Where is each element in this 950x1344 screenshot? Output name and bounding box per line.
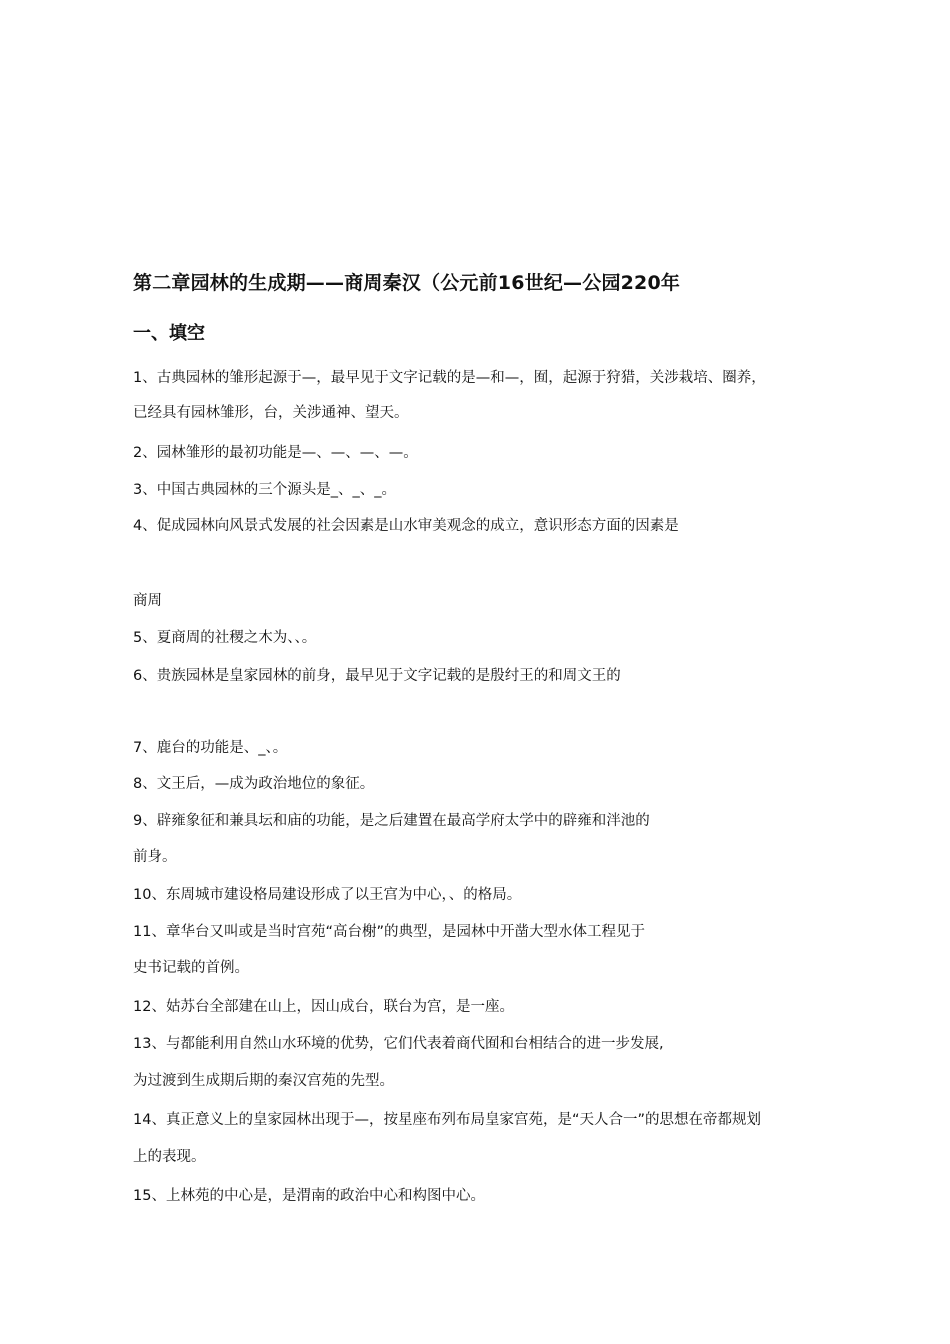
question-5: 5、夏商周的社稷之木为、、。 xyxy=(133,630,317,646)
question-9-line-1: 9、辟雍象征和兼具坛和庙的功能，是之后建置在最高学府太学中的辟雍和泮池的 xyxy=(133,813,650,829)
section-heading: 一、填空 xyxy=(133,323,205,344)
question-10: 10、东周城市建设格局建设形成了以王宫为中心，、的格局。 xyxy=(133,887,522,903)
question-3: 3、中国古典园林的三个源头是_、_、_。 xyxy=(133,482,396,498)
question-14-line-2: 上的表现。 xyxy=(133,1149,206,1165)
question-2: 2、园林雏形的最初功能是—、—、—、—。 xyxy=(133,445,418,461)
question-11-line-2: 史书记载的首例。 xyxy=(133,960,249,976)
question-6: 6、贵族园林是皇家园林的前身，最早见于文字记载的是殷纣王的和周文王的 xyxy=(133,668,621,684)
question-9-line-2: 前身。 xyxy=(133,849,177,865)
question-1-line-2: 已经具有园林雏形，台，关涉通神、望天。 xyxy=(133,405,409,421)
question-12: 12、姑苏台全部建在山上，因山成台，联台为宫，是一座。 xyxy=(133,999,514,1015)
subheading-shangzhou: 商周 xyxy=(133,593,162,609)
question-8: 8、文王后，—成为政治地位的象征。 xyxy=(133,776,375,792)
question-13-line-1: 13、与都能利用自然山水环境的优势，它们代表着商代囿和台相结合的进一步发展, xyxy=(133,1036,664,1052)
question-11-line-1: 11、章华台又叫或是当时宫苑“高台榭”的典型，是园林中开凿大型水体工程见于 xyxy=(133,924,645,940)
question-15: 15、上林苑的中心是，是渭南的政治中心和构图中心。 xyxy=(133,1188,485,1204)
question-4: 4、促成园林向风景式发展的社会因素是山水审美观念的成立，意识形态方面的因素是 xyxy=(133,518,679,534)
question-7: 7、鹿台的功能是、_、。 xyxy=(133,740,288,756)
question-13-line-2: 为过渡到生成期后期的秦汉宫苑的先型。 xyxy=(133,1073,394,1089)
question-14-line-1: 14、真正意义上的皇家园林出现于—，按星座布列布局皇家宫苑，是“天人合一”的思想在帝都规划 xyxy=(133,1112,761,1128)
chapter-title: 第二章园林的生成期——商周秦汉（公元前16世纪—公园220年 xyxy=(133,272,681,294)
question-1-line-1: 1、古典园林的雏形起源于—，最早见于文字记载的是—和—，囿，起源于狩猎，关涉栽培、圈养， xyxy=(133,370,766,386)
